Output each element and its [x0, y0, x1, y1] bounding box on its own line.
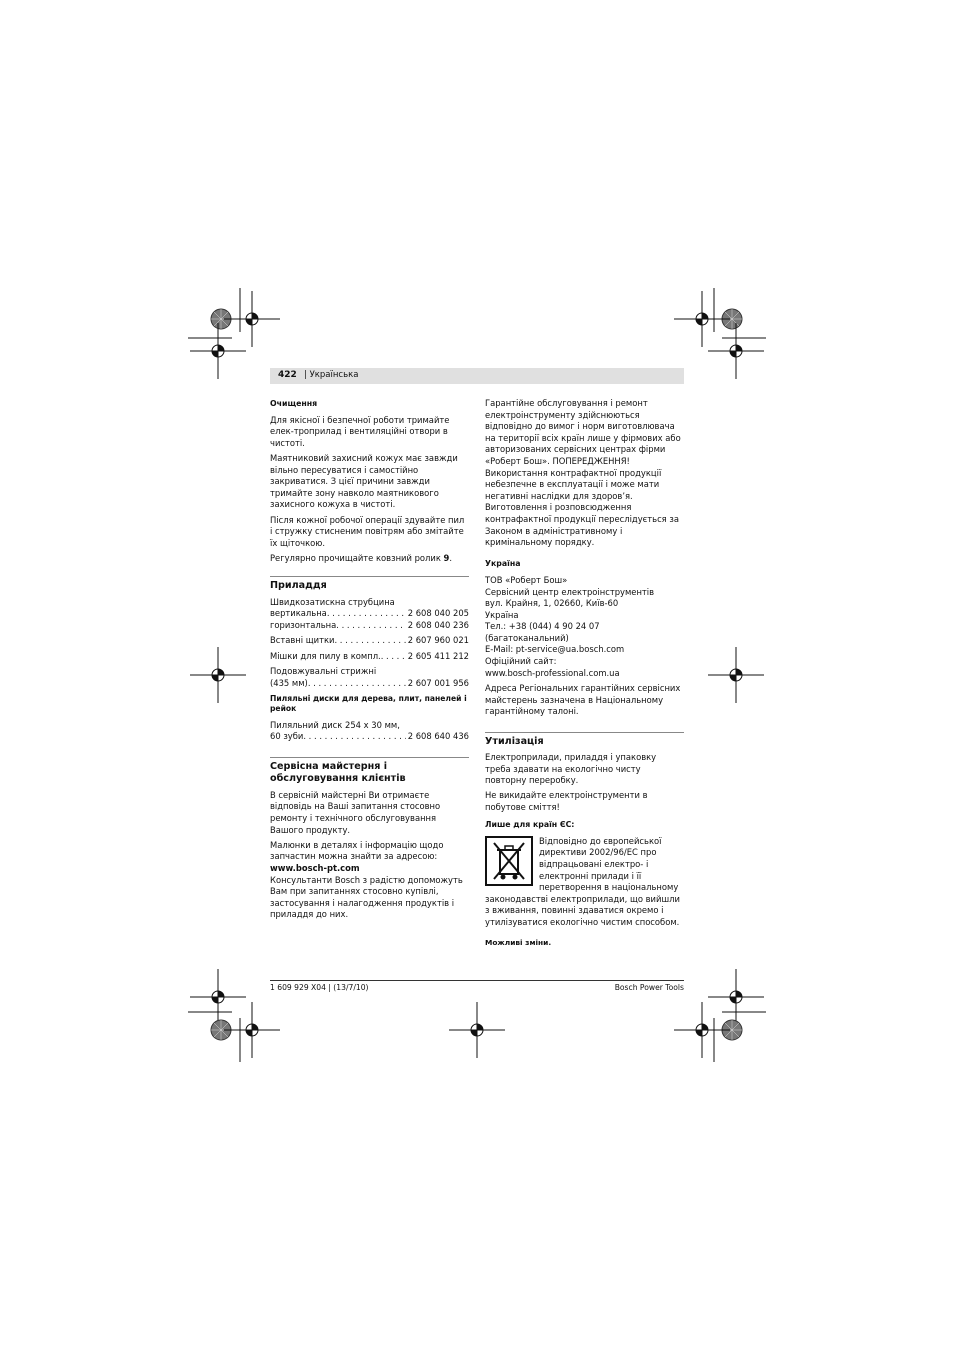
- accessory-title: Подовжувальні стрижні: [270, 666, 377, 677]
- accessory-row: Мішки для пилу в компл. . . . 2 605 411 212: [270, 651, 469, 663]
- address-line: ТОВ «Роберт Бош»: [485, 574, 568, 585]
- cleaning-paragraph: Регулярно прочищайте ковзний ролик 9.: [270, 552, 453, 563]
- disposal-paragraph: Не викидайте електроінструменти в побутове сміття!: [485, 790, 648, 812]
- weee-bin-icon: [485, 836, 533, 886]
- accessory-row: горизонтальна . . . 2 608 040 236: [270, 620, 469, 632]
- blades-heading: Пиляльні диски для дерева, плит, панелей і рейок: [270, 693, 467, 714]
- footer-divider: [270, 980, 684, 981]
- accessory-row: 60 зуби . . . 2 608 640 436: [270, 731, 469, 743]
- address-line: Сервісний центр електроінструментів: [485, 586, 655, 597]
- disposal-heading: Утилізація: [485, 732, 684, 748]
- website-link[interactable]: www.bosch-professional.com.ua: [485, 667, 620, 678]
- blade-title: Пиляльний диск 254 x 30 мм,: [270, 719, 400, 730]
- cleaning-heading: Очищення: [270, 399, 318, 408]
- eu-paragraph: Відповідно до європейської директиви 2002/96/ЕС про відпрацьовані електро- і електронні прилади і її перетворення в національному законодавстві електроприлади, що вийшли з вживання, повинні здаватися окремо і утилізуватися екологічно чистим способом.: [485, 835, 680, 927]
- service-heading: Сервісна майстерня і обслуговування клієнтів: [270, 757, 469, 786]
- changes-note: Можливі зміни.: [485, 937, 552, 947]
- cleaning-paragraph: Після кожної робочої операції здувайте пил і стружку стисненим повітрям або змітайте їх щіточкою.: [270, 514, 465, 548]
- warranty-paragraph: Гарантійне обслуговування і ремонт електроінструменту здійснюються відповідно до вимог і норм виготовлювача на території всіх країн лише у фірмових або авторизованих сервісних центрах фірми «Роберт Бош». ПОПЕРЕДЖЕННЯ! Використання контрафактної продукції небезпечне в експлуатації і може мати негативні наслідки для здоров’я. Виготовлення і розповсюдження контрафактної продукції переслідується за Законом в адміністративному і кримінальному порядку.: [485, 398, 681, 548]
- website-label: Офіційний сайт:: [485, 656, 557, 667]
- cleaning-paragraph: Для якісної і безпечної роботи тримайте елек-троприлад і вентиляційні отвори в чистоті.: [270, 414, 450, 448]
- footer-brand: Bosch Power Tools: [614, 983, 684, 992]
- page-header: [270, 368, 684, 384]
- service-paragraph: В сервісній майстерні Ви отримаєте відповідь на Ваші запитання стосовно ремонту і технічного обслуговування Вашого продукту.: [270, 789, 441, 835]
- email-line: E-Mail: pt-service@ua.bosch.com: [485, 644, 625, 655]
- left-column: [270, 398, 469, 925]
- address-line: вул. Крайня, 1, 02660, Київ-60: [485, 598, 619, 609]
- right-column: [485, 398, 684, 953]
- ukraine-heading: Україна: [485, 559, 521, 569]
- service-paragraph: Консультанти Bosch з радістю допоможуть Вам при запитаннях стосовно купівлі, застосування і налагодження продуктів і приладдя до них.: [270, 874, 463, 920]
- cleaning-paragraph: Маятниковий захисний кожух має завжди вільно пересуватися і самостійно закриватися. З цієї причини завжди тримайте зону навколо маятникового захисного кожуха в чистоті.: [270, 452, 458, 510]
- eu-block: [485, 836, 684, 929]
- eu-heading: Лише для країн ЄС:: [485, 820, 575, 830]
- footer-doc-number: 1 609 929 X04 | (13/7/10): [270, 983, 369, 992]
- accessory-row: Вставні щитки . . . 2 607 960 021: [270, 635, 469, 647]
- accessory-row: вертикальна . . . 2 608 040 205: [270, 608, 469, 620]
- service-paragraph: Малюнки в деталях і інформацію щодо запчастин можна знайти за адресою:: [270, 839, 444, 862]
- phone-line: Тел.: +38 (044) 4 90 24 07 (багатоканальний): [485, 621, 600, 643]
- service-url[interactable]: www.bosch-pt.com: [270, 863, 360, 873]
- page-language: | Українська: [304, 370, 359, 380]
- regional-note: Адреса Регіональних гарантійних сервісних майстерень зазначена в Національному гарантійному талоні.: [485, 683, 681, 717]
- page-number: 422: [278, 370, 297, 380]
- accessory-row: (435 мм) . . . 2 607 001 956: [270, 678, 469, 690]
- address-line: Україна: [485, 609, 519, 620]
- accessories-heading: Приладдя: [270, 576, 469, 592]
- disposal-paragraph: Електроприлади, приладдя і упаковку треба здавати на екологічно чисту повторну переробку.: [485, 752, 657, 786]
- accessory-title: Швидкозатискна струбцина: [270, 596, 395, 607]
